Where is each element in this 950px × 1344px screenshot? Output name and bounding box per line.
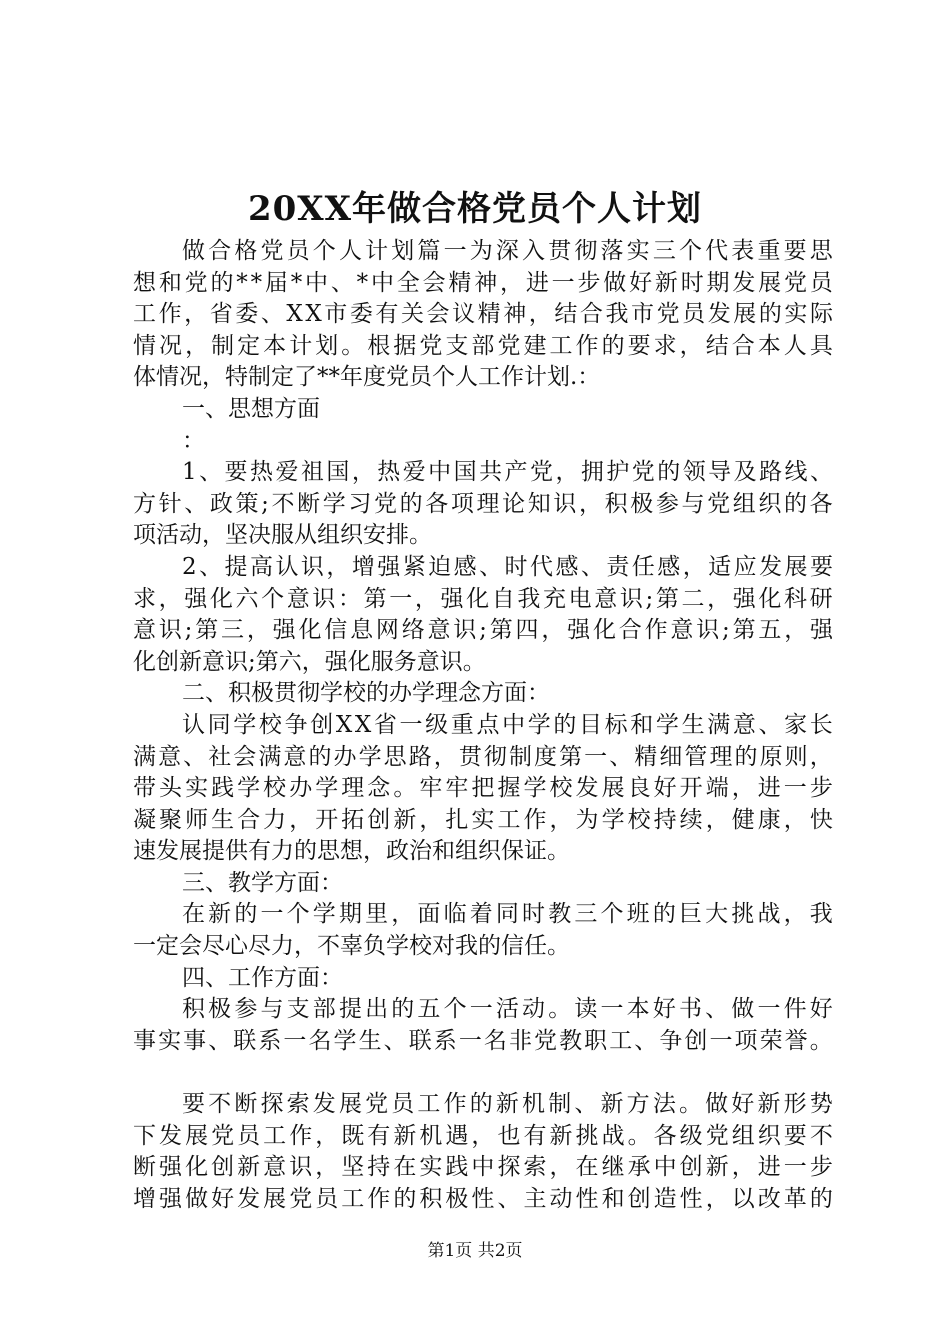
body-line: ： — [182, 427, 205, 454]
body-line: 2 、 提 高 认 识 ， 增 强 紧 迫 感 、 时 代 感 、 责 任 感 ， 适 应 发 展 要 — [182, 553, 833, 580]
body-line: 积 极 参 与 支 部 提 出 的 五 个 一 活 动 。 读 一 本 好 书 、 做 一 件 好 — [182, 996, 833, 1023]
body-line: 速发展提供有力的思想，政治和组织保证。 — [133, 838, 570, 865]
body-line: 带 头 实 践 学 校 办 学 理 念 。 牢 牢 把 握 学 校 发 展 良 好 开 端 ， 进 一 步 — [133, 775, 833, 802]
body-line: 1 、 要 热 爱 祖 国 ， 热 爱 中 国 共 产 党 ， 拥 护 党 的 领 导 及 路 线 、 — [182, 459, 833, 486]
body-line: 断 强 化 创 新 意 识 ， 坚 持 在 实 践 中 探 索 ， 在 继 承 中 创 新 ， 进 一 步 — [133, 1154, 833, 1181]
body-line: 意 识 ; 第 三 ， 强 化 信 息 网 络 意 识 ; 第 四 ， 强 化 合 作 意 识 ; 第 五 ， 强 — [133, 617, 833, 644]
body-line: 体情况，特制定了**年度党员个人工作计划.： — [133, 364, 601, 391]
document-title: 20XX年做合格党员个人计划 — [247, 189, 703, 229]
body-line: 工 作 ， 省 委 、 X X 市 委 有 关 会 议 精 神 ， 结 合 我 市 党 员 发 展 的 实 际 — [133, 301, 833, 328]
section-heading: 三、教学方面： — [182, 869, 343, 896]
blank-line — [133, 1057, 833, 1089]
body-line: 想 和 党 的 * * 届 * 中 、 * 中 全 会 精 神 ， 进 一 步 做 好 新 时 期 发 展 党 员 — [133, 269, 833, 296]
body-line: 情 况 ， 制 定 本 计 划 。 根 据 党 支 部 党 建 工 作 的 要 求 ， 结 合 本 人 具 — [133, 332, 833, 359]
section-heading: 一、思想方面 — [182, 395, 320, 422]
page-footer: 第1页 共2页 — [427, 1241, 523, 1261]
body-line: 求 ， 强 化 六 个 意 识 ： 第 一 ， 强 化 自 我 充 电 意 识 ; 第 二 ， 强 化 科 研 — [133, 585, 833, 612]
body-line: 事 实 事 、 联 系 一 名 学 生 、 联 系 一 名 非 党 教 职 工 、 争 创 一 项 荣 誉 。 — [133, 1027, 833, 1054]
body-line: 认 同 学 校 争 创 X X 省 一 级 重 点 中 学 的 目 标 和 学 生 满 意 、 家 长 — [182, 711, 833, 738]
body-line: 一定会尽心尽力，不辜负学校对我的信任。 — [133, 933, 570, 960]
body-line: 方 针 、 政 策 ; 不 断 学 习 党 的 各 项 理 论 知 识 ， 积 极 参 与 党 组 织 的 各 — [133, 490, 833, 517]
body-line: 满 意 、 社 会 满 意 的 办 学 思 路 ， 贯 彻 制 度 第 一 、 精 细 管 理 的 原 则 ， — [133, 743, 833, 770]
body-line: 项活动，坚决服从组织安排。 — [133, 522, 432, 549]
body-line: 凝 聚 师 生 合 力 ， 开 拓 创 新 ， 扎 实 工 作 ， 为 学 校 持 续 ， 健 康 ， 快 — [133, 806, 833, 833]
section-heading: 四、工作方面： — [182, 964, 343, 991]
body-line: 下 发 展 党 员 工 作 ， 既 有 新 机 遇 ， 也 有 新 挑 战 。 各 级 党 组 织 要 不 — [133, 1122, 833, 1149]
body-line: 做 合 格 党 员 个 人 计 划 篇 一 为 深 入 贯 彻 落 实 三 个 代 表 重 要 思 — [182, 238, 833, 264]
body-line: 在 新 的 一 个 学 期 里 ， 面 临 着 同 时 教 三 个 班 的 巨 大 挑 战 ， 我 — [182, 901, 833, 928]
body-line: 化创新意识;第六，强化服务意识。 — [133, 648, 486, 675]
body-line: 要 不 断 探 索 发 展 党 员 工 作 的 新 机 制 、 新 方 法 。 做 好 新 形 势 — [182, 1091, 833, 1118]
document-body — [133, 236, 833, 1215]
body-line: 增 强 做 好 发 展 党 员 工 作 的 积 极 性 、 主 动 性 和 创 造 性 ， 以 改 革 的 — [133, 1185, 833, 1212]
section-heading: 二、积极贯彻学校的办学理念方面： — [182, 680, 550, 707]
